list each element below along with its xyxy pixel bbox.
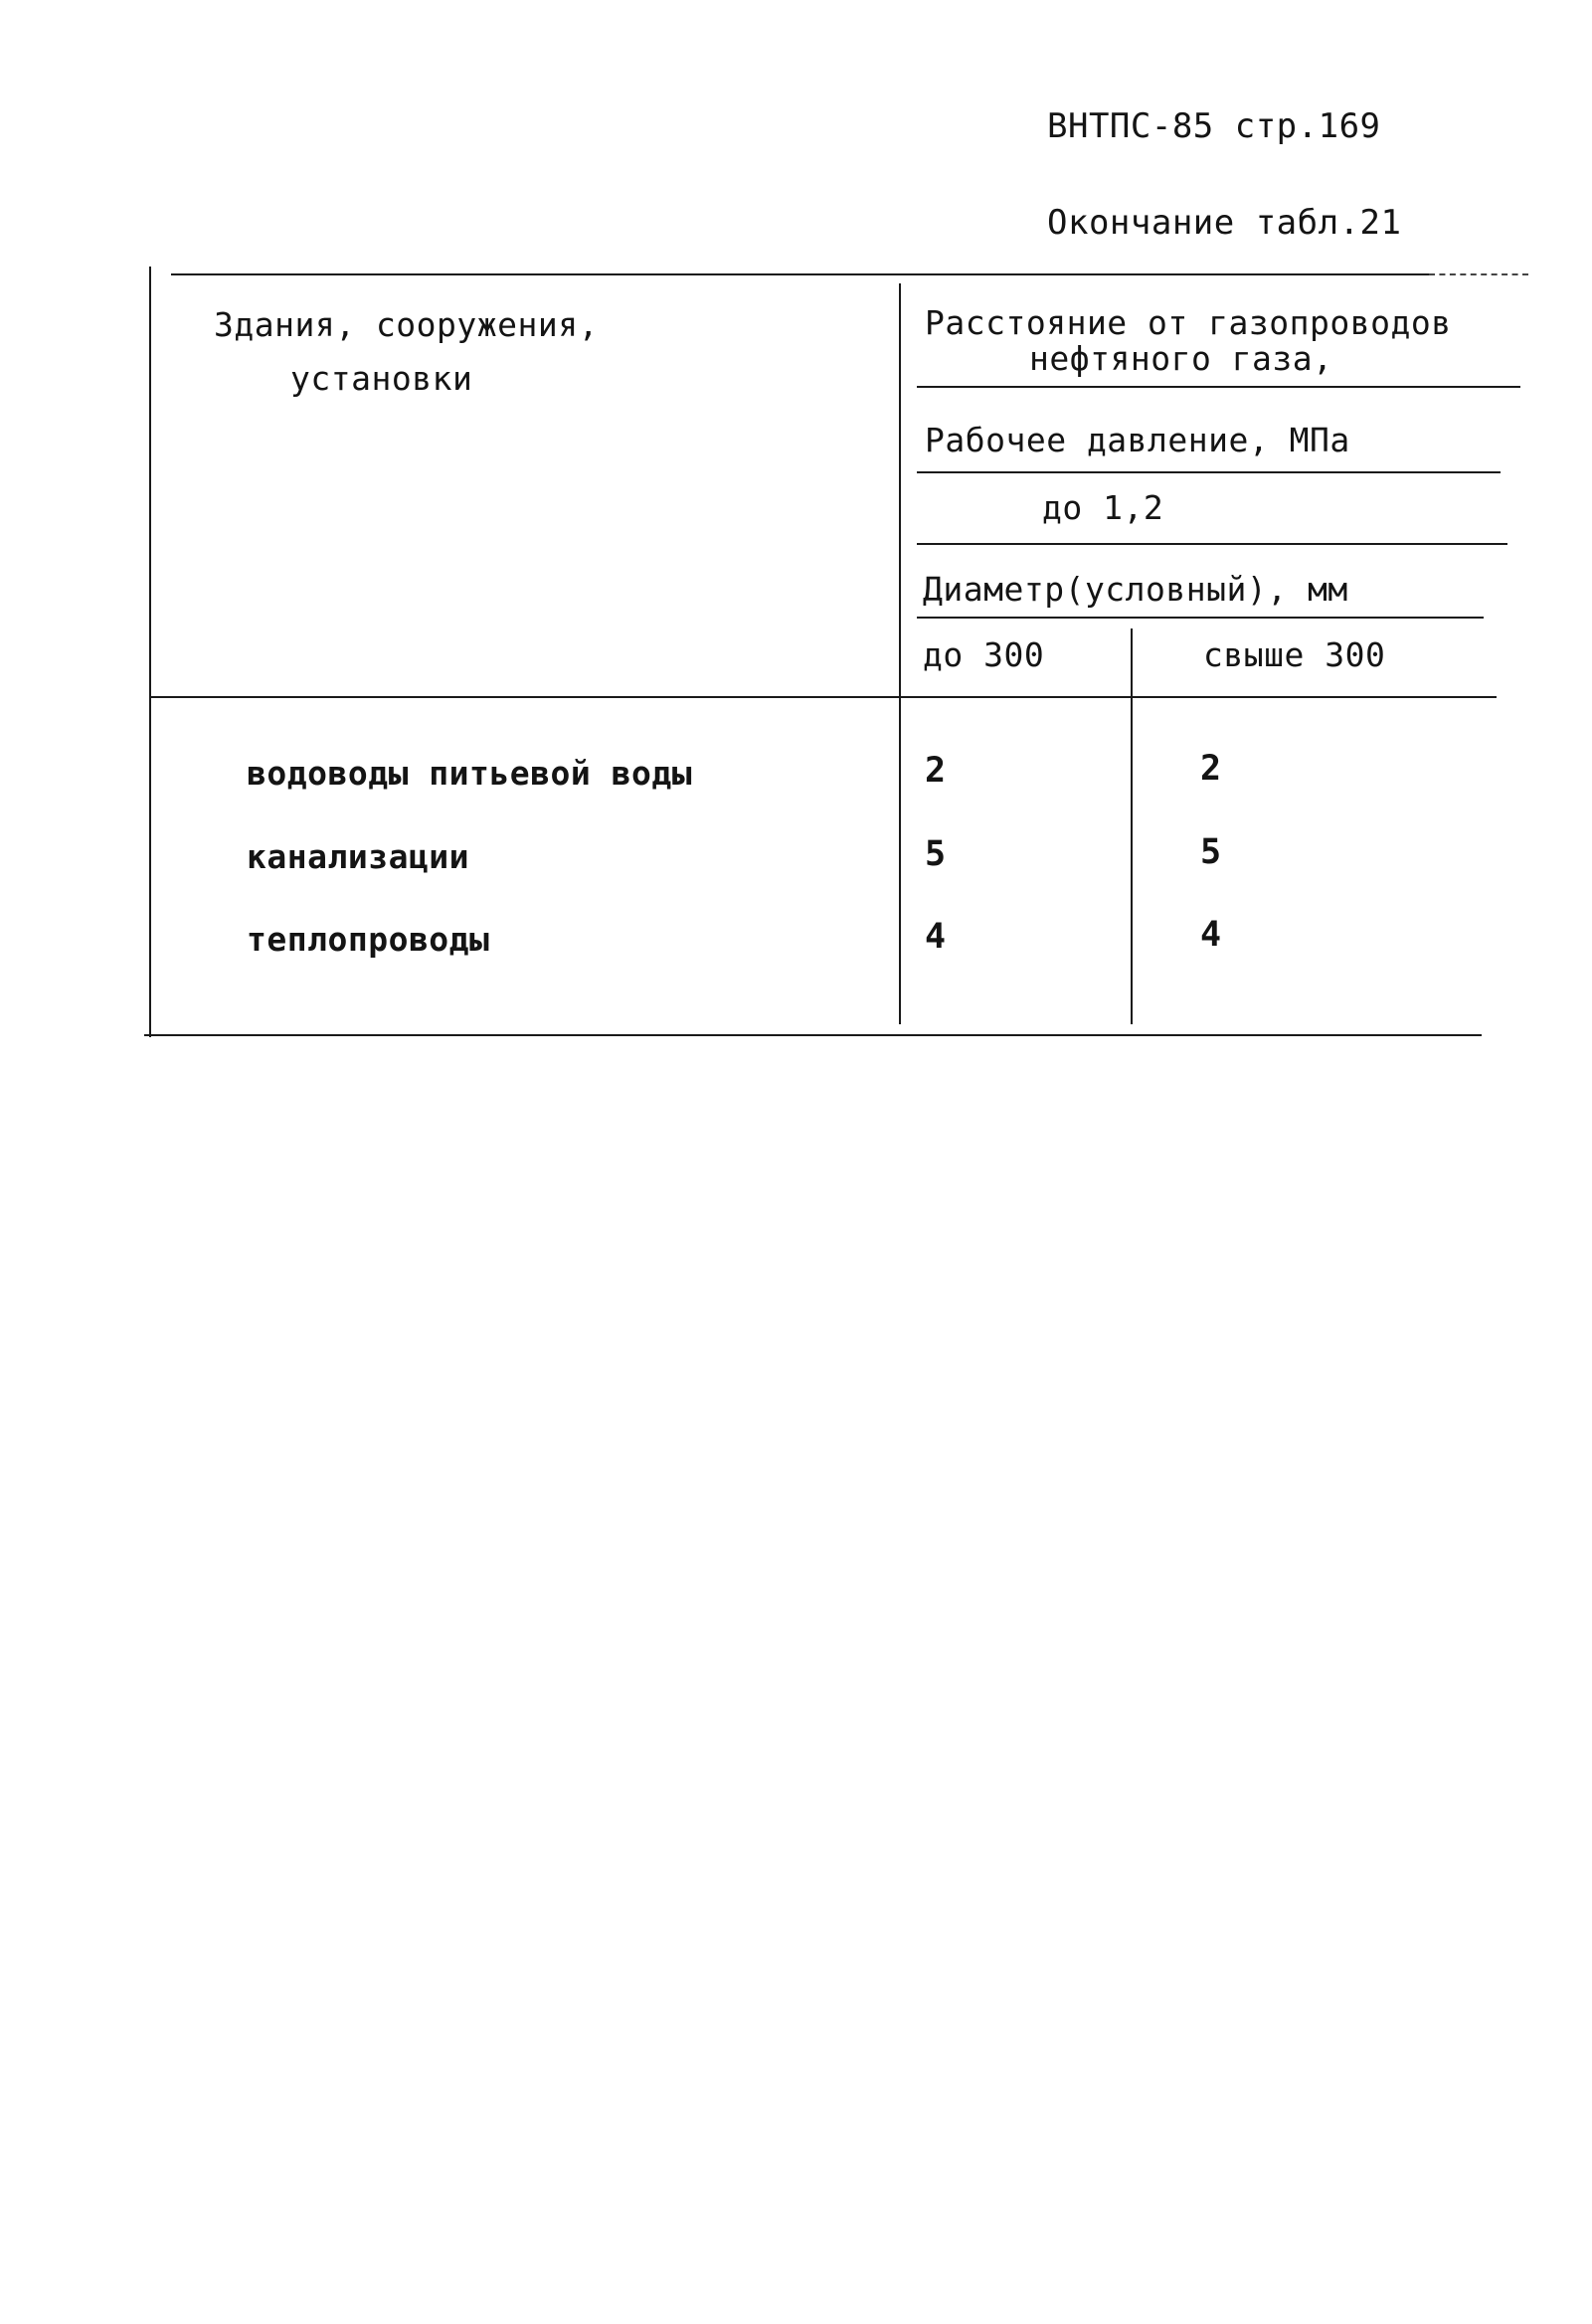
row-name-sewerage: канализации (247, 837, 470, 876)
col-header-buildings: Здания, сооружения, (214, 305, 599, 344)
row-value-drinking-water-2: 2 (1200, 749, 1222, 789)
table-continuation-label: Окончание табл.21 (1047, 203, 1402, 243)
header-rule-pressure (917, 471, 1501, 473)
table-left-border (149, 267, 151, 1037)
table-bottom-rule (144, 1034, 1482, 1036)
row-value-drinking-water-1: 2 (925, 751, 947, 791)
header-rule-pressure-value (917, 543, 1507, 545)
col-header-installations: установки (290, 359, 473, 398)
pressure-label: Рабочее давление, МПа (925, 421, 1350, 459)
table-top-rule (171, 273, 1429, 275)
row-name-drinking-water: водоводы питьевой воды (247, 754, 693, 793)
row-value-sewerage-2: 5 (1200, 832, 1222, 872)
diameter-label: Диаметр(условный), мм (923, 570, 1348, 609)
diameter-over-300: свыше 300 (1203, 635, 1386, 674)
table-value-column-divider (1131, 628, 1133, 1024)
row-value-heat-pipes-1: 4 (925, 917, 947, 957)
diameter-up-to-300: до 300 (923, 635, 1045, 674)
col-header-distance: Расстояние от газопроводов (925, 303, 1452, 342)
row-value-heat-pipes-2: 4 (1200, 915, 1222, 955)
table-column-divider (899, 283, 901, 1024)
col-header-oil-gas: нефтяного газа, (1029, 339, 1333, 378)
table-top-rule-tail (1429, 273, 1528, 275)
row-name-heat-pipes: теплопроводы (247, 920, 490, 959)
header-rule-diameter (917, 617, 1484, 619)
pressure-value: до 1,2 (1042, 488, 1164, 527)
document-reference: ВНТПС-85 стр.169 (1047, 106, 1381, 146)
row-value-sewerage-1: 5 (925, 834, 947, 874)
header-bottom-rule (149, 696, 1497, 698)
header-rule-distance (917, 386, 1520, 388)
